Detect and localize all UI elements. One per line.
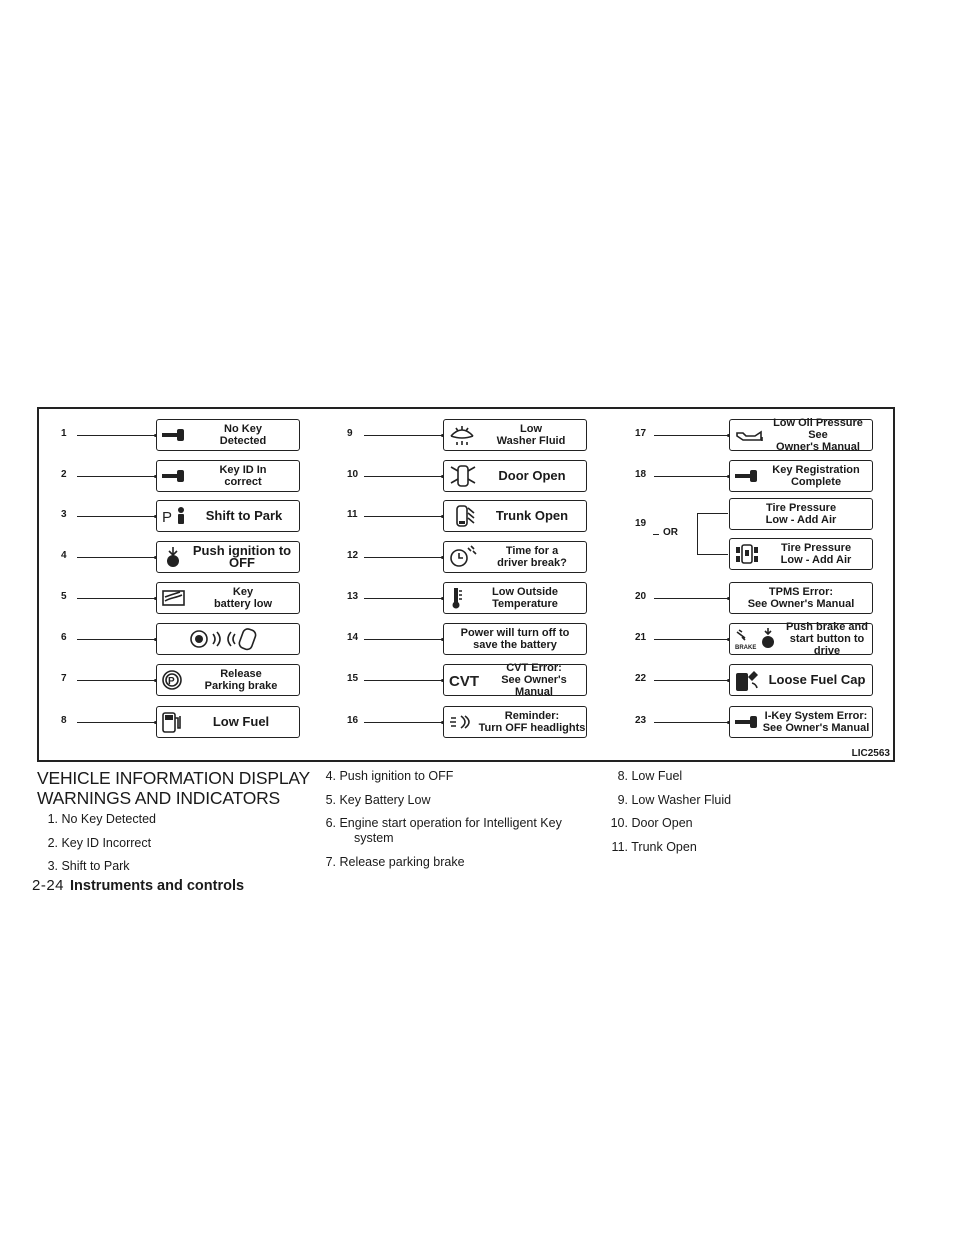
- list-item: [44, 859, 304, 874]
- cvt-icon: [448, 670, 482, 690]
- leader-line: [654, 476, 728, 477]
- warning-message-text: No Key Detected: [219, 423, 267, 447]
- intelligent-key-icon: [189, 627, 267, 651]
- leader-line: [364, 598, 442, 599]
- warning-message-text: Key Registration Complete: [772, 464, 860, 488]
- callout-number: 23: [635, 715, 647, 726]
- leader-line: [77, 639, 155, 640]
- list-item-number: 3.: [47, 859, 58, 873]
- leader-line: [697, 513, 728, 514]
- warning-message-text: TPMS Error: See Owner's Manual: [747, 586, 855, 610]
- list-item-number: 5.: [325, 792, 336, 807]
- list-item: [44, 836, 304, 851]
- list-item: [606, 769, 856, 784]
- callout-number: 13: [347, 591, 359, 602]
- key-battery-icon: [161, 588, 187, 608]
- list-item-text: Engine start operation for Intelligent Key: [336, 816, 562, 830]
- warning-message-box: [156, 664, 300, 696]
- list-item-number: 8.: [617, 769, 628, 783]
- thermometer-icon: [448, 586, 464, 610]
- list-item-number: 7.: [325, 854, 336, 869]
- callout-number: 14: [347, 632, 359, 643]
- leader-line: [654, 598, 728, 599]
- warning-message-box: [729, 538, 873, 570]
- callout-number: 9: [347, 428, 353, 439]
- list-item-text: Low Fuel: [628, 769, 683, 783]
- warning-message-box: [729, 623, 873, 655]
- list-item: [606, 840, 856, 855]
- leader-line: [77, 516, 155, 517]
- warning-message-text: Low Oil Pressure See Owner's Manual: [773, 417, 863, 453]
- section-name: Instruments and controls: [70, 878, 245, 894]
- figure-code: LIC2563: [851, 748, 890, 759]
- leader-line: [654, 722, 728, 723]
- leader-line: [364, 476, 442, 477]
- warning-message-box: [443, 419, 587, 451]
- leader-line: [364, 435, 442, 436]
- leader-line: [364, 639, 442, 640]
- list-item-text: Shift to Park: [58, 859, 130, 873]
- warning-message-text: Release Parking brake: [204, 668, 278, 692]
- list-item: [606, 816, 856, 831]
- list-item-text: No Key Detected: [58, 812, 156, 826]
- fuel-icon: [161, 710, 183, 734]
- warning-message-text: Low Washer Fluid: [496, 423, 566, 447]
- callout-number: 5: [61, 591, 67, 602]
- warning-message-text: Push ignition to OFF: [192, 543, 292, 570]
- leader-line: [364, 516, 442, 517]
- leader-line: [77, 722, 155, 723]
- svg-text:P: P: [168, 676, 175, 687]
- list-item-text-continued: system: [354, 831, 394, 845]
- key-icon: [161, 468, 187, 484]
- list-item-text: Release parking brake: [336, 854, 465, 869]
- page-footer: [32, 877, 244, 894]
- callout-number: 8: [61, 715, 67, 726]
- cvt-label: CVT: [449, 673, 479, 690]
- key-icon: [161, 427, 187, 443]
- leader-line: [697, 554, 728, 555]
- list-item-number: 2.: [47, 835, 58, 850]
- callout-number: 21: [635, 632, 647, 643]
- clock-icon: [448, 545, 478, 569]
- parking-brake-icon: [161, 669, 183, 691]
- or-label: OR: [663, 527, 678, 538]
- leader-line: [653, 534, 659, 535]
- list-item-number: 9.: [617, 792, 628, 807]
- warning-message-box: [443, 706, 587, 738]
- headlight-icon: [448, 712, 478, 732]
- warning-message-text: Time for a driver break?: [497, 545, 567, 569]
- callout-number: 16: [347, 715, 359, 726]
- oil-pressure-icon: [734, 425, 764, 445]
- or-bracket: [697, 513, 698, 554]
- page-number: 2-24: [32, 877, 65, 894]
- leader-line: [364, 680, 442, 681]
- warning-message-text: Trunk Open: [495, 508, 569, 523]
- warning-message-text: Low Fuel: [212, 714, 270, 729]
- warning-message-box: [156, 623, 300, 655]
- warning-message-text: Reminder: Turn OFF headlights: [478, 710, 586, 734]
- callout-number: 15: [347, 673, 359, 684]
- warning-message-box: [443, 664, 587, 696]
- list-item-text: Low Washer Fluid: [628, 792, 732, 807]
- callout-number: 12: [347, 550, 359, 561]
- leader-line: [77, 435, 155, 436]
- leader-line: [364, 722, 442, 723]
- indicator-list-col3: [606, 769, 856, 863]
- park-label: P: [162, 509, 173, 526]
- warning-message-text: Push brake and start button to drive: [786, 621, 868, 657]
- warning-message-text: Shift to Park: [205, 508, 283, 523]
- warning-message-box: [156, 460, 300, 492]
- warning-message-box: [156, 706, 300, 738]
- leader-line: [654, 639, 728, 640]
- callout-number: 2: [61, 469, 67, 480]
- warning-message-box: [156, 419, 300, 451]
- callout-number: 17: [635, 428, 647, 439]
- key-icon: [734, 714, 760, 730]
- warning-message-text: Power will turn off to save the battery: [460, 627, 570, 651]
- list-item: [322, 816, 604, 846]
- callout-number: 22: [635, 673, 647, 684]
- indicator-list-col1: [44, 812, 304, 883]
- warning-message-box: [729, 419, 873, 451]
- trunk-open-icon: [448, 504, 478, 528]
- list-item: [322, 793, 604, 808]
- callout-number: 20: [635, 591, 647, 602]
- list-item-number: 10.: [610, 816, 628, 830]
- warning-message-box: [443, 541, 587, 573]
- list-item: [322, 855, 604, 870]
- leader-line: [654, 680, 728, 681]
- list-item-text: Push ignition to OFF: [336, 769, 454, 783]
- callout-number: 1: [61, 428, 67, 439]
- brake-label: BRAKE: [735, 645, 757, 651]
- warning-message-box: [729, 664, 873, 696]
- warning-message-text: Tire Pressure Low - Add Air: [765, 502, 837, 526]
- warning-message-box: [443, 623, 587, 655]
- leader-line: [77, 557, 155, 558]
- warning-message-box: [156, 500, 300, 532]
- list-item-number: 4.: [325, 769, 336, 783]
- callout-number: 18: [635, 469, 647, 480]
- heading-text: VEHICLE INFORMATION DISPLAY WARNINGS AND INDICATORS: [37, 768, 311, 808]
- warning-message-box: [729, 498, 873, 530]
- warning-message-text: Loose Fuel Cap: [768, 672, 866, 687]
- callout-number: 4: [61, 550, 67, 561]
- callout-number: 7: [61, 673, 67, 684]
- callout-number: 3: [61, 509, 67, 520]
- callout-number: 19: [635, 518, 647, 529]
- list-item-number: 11.: [611, 839, 628, 854]
- warning-message-text: Tire Pressure Low - Add Air: [780, 542, 852, 566]
- warning-message-box: [729, 460, 873, 492]
- warning-message-text: I-Key System Error: See Owner's Manual: [762, 710, 870, 734]
- list-item-text: Door Open: [628, 816, 693, 830]
- key-icon: [734, 468, 760, 484]
- list-item-number: 1.: [47, 812, 58, 826]
- indicator-list-col2: [322, 769, 604, 878]
- list-item: [322, 769, 604, 784]
- leader-line: [364, 557, 442, 558]
- warning-message-text: Key ID In correct: [219, 464, 267, 488]
- warning-message-box: [443, 582, 587, 614]
- leader-line: [77, 598, 155, 599]
- warning-message-box: [443, 500, 587, 532]
- brake-push-icon: [734, 627, 782, 651]
- list-item-text: Key ID Incorrect: [58, 835, 152, 850]
- leader-line: [77, 680, 155, 681]
- park-icon: [161, 506, 189, 526]
- warning-indicators-figure: [37, 407, 895, 762]
- list-item: [606, 793, 856, 808]
- warning-message-text: CVT Error: See Owner's Manual: [501, 662, 567, 698]
- warning-message-text: Low Outside Temperature: [492, 586, 558, 610]
- warning-message-box: [443, 460, 587, 492]
- callout-number: 11: [347, 509, 358, 520]
- callout-number: 6: [61, 632, 67, 643]
- list-item-text: Trunk Open: [628, 839, 697, 854]
- list-item-text: Key Battery Low: [336, 792, 431, 807]
- tire-pressure-icon: [734, 542, 760, 566]
- warning-message-box: [156, 582, 300, 614]
- warning-message-box: [729, 582, 873, 614]
- list-item: [44, 812, 304, 827]
- push-ignition-icon: [161, 546, 185, 568]
- warning-message-text: Key battery low: [213, 586, 273, 610]
- callout-number: 10: [347, 469, 359, 480]
- fuel-cap-icon: [734, 667, 762, 693]
- washer-fluid-icon: [448, 424, 476, 446]
- leader-line: [654, 435, 728, 436]
- door-open-icon: [448, 464, 478, 488]
- section-heading: [37, 768, 310, 808]
- warning-message-text: Door Open: [498, 468, 566, 483]
- list-item-number: 6.: [325, 816, 336, 830]
- leader-line: [77, 476, 155, 477]
- warning-message-box: [156, 541, 300, 573]
- warning-message-box: [729, 706, 873, 738]
